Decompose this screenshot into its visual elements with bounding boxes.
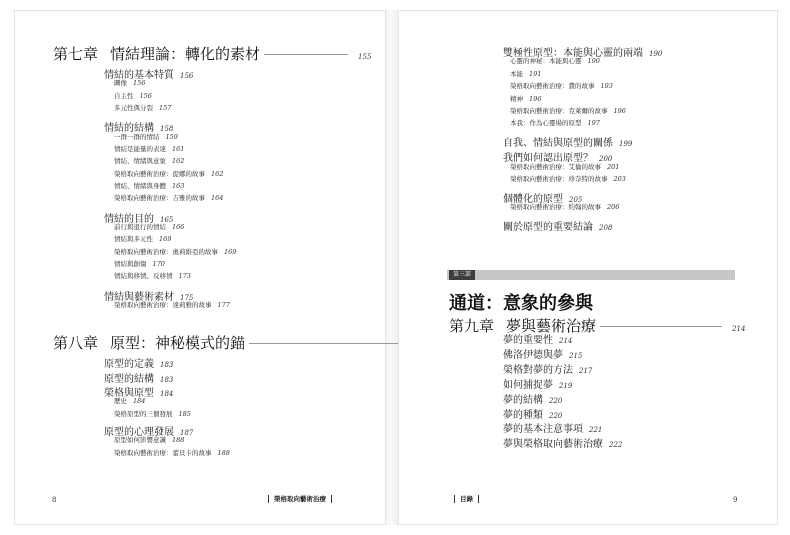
entry-title: 榮格對夢的方法 (503, 364, 573, 376)
entry-title: 自我、情結與原型的關係 (503, 137, 613, 149)
entry-title: 情結的結構 (104, 123, 154, 135)
page-number: 157 (159, 103, 172, 112)
toc-subsection-entry (510, 202, 619, 211)
toc-section-entry (503, 406, 562, 421)
part-title: 通道：意象的參與 (449, 293, 593, 314)
page-number: 191 (529, 69, 542, 78)
chapter-number: 第九章 (449, 317, 495, 335)
entry-title: 情結、情緒與意象 (114, 157, 166, 166)
toc-section-entry (104, 370, 173, 385)
page-number: 166 (172, 223, 185, 231)
page-number: 183 (160, 375, 174, 384)
page-number: 190 (649, 50, 663, 58)
page-number: 159 (165, 132, 178, 141)
toc-subsection-entry (114, 181, 184, 190)
toc-subsection-entry (114, 169, 223, 178)
toc-subsection-entry (114, 103, 171, 112)
entry-title: 榮格取向藝術治療：奧莉維亞的故事 (114, 247, 218, 256)
entry-title: 榮格取向藝術治療：提娜的故事 (114, 169, 205, 178)
toc-subsection-entry (114, 234, 171, 243)
entry-title: 夢的重要性 (503, 335, 553, 346)
divider (478, 495, 479, 503)
entry-title: 關於原型的重要結論 (503, 221, 593, 233)
entry-title: 榮格取向藝術治療：珍奈特的故事 (510, 175, 608, 184)
entry-title: 情結是能量的表達 (114, 145, 166, 153)
page-number: 169 (159, 235, 172, 244)
page-number: 193 (600, 82, 613, 91)
page-number: 162 (211, 169, 224, 178)
entry-title: 情結的基本特質 (104, 70, 174, 81)
entry-title: 榮格取向藝術治療：克萊爾的故事 (510, 107, 608, 115)
toc-subsection-entry (114, 132, 178, 141)
chapter-title: 夢與藝術治療 (506, 317, 597, 335)
entry-title: 圖像 (114, 79, 127, 88)
page-number: 196 (613, 107, 626, 115)
entry-title: 榮格與原型 (104, 388, 154, 399)
folio-right: 9 (733, 496, 738, 504)
page-number: 220 (549, 396, 563, 405)
toc-section-entry (503, 331, 572, 346)
toc-subsection-entry (510, 118, 600, 127)
entry-title: 夢的種類 (503, 409, 543, 421)
entry-title: 情結、情緒與身體 (114, 181, 166, 190)
leader-line (249, 342, 399, 344)
entry-title: 多元性與分裂 (114, 103, 153, 112)
page-number: 184 (160, 390, 174, 398)
toc-subsection-entry (114, 193, 223, 202)
toc-subsection-entry (510, 69, 541, 78)
chapter-title: 情結理論：轉化的素材 (110, 45, 261, 63)
page-number: 222 (609, 441, 623, 450)
entry-title: 原型如何影響意識 (114, 436, 166, 445)
page-number: 214 (732, 325, 746, 333)
toc-subsection-entry (510, 174, 626, 183)
page-number: 155 (358, 53, 372, 61)
entry-title: 榮格取向藝術治療：約翰的故事 (510, 203, 601, 212)
toc-subsection-entry (114, 259, 165, 268)
toc-section-entry (503, 420, 602, 435)
page-number: 164 (211, 194, 224, 203)
page-number: 177 (217, 301, 230, 309)
toc-section-entry (503, 346, 582, 361)
page-number: 158 (160, 125, 174, 134)
entry-title: 原型的結構 (104, 373, 154, 385)
page-number: 175 (180, 293, 194, 302)
entry-title: 情結的目的 (104, 213, 154, 225)
entry-title: 我們如何認出原型？ (503, 153, 593, 165)
toc-subsection-entry (114, 448, 230, 457)
page-number: 163 (172, 181, 185, 190)
entry-title: 心靈的神秘：本能與心靈 (510, 57, 582, 66)
toc-subsection-entry (114, 91, 152, 100)
part-banner (447, 270, 735, 280)
page-number: 215 (569, 351, 583, 360)
leader-line (600, 325, 722, 327)
entry-title: 歷史 (114, 397, 127, 406)
entry-title: 本能 (510, 69, 523, 78)
entry-title: 個體化的原型 (503, 193, 563, 205)
toc-section-entry (503, 134, 632, 149)
page-number: 161 (172, 145, 185, 153)
entry-title: 原型的定義 (104, 359, 154, 370)
divider (331, 495, 332, 503)
page-number: 206 (607, 203, 620, 212)
page-number: 188 (217, 448, 230, 457)
entry-title: 夢的基本注意事項 (503, 424, 583, 436)
toc-subsection-entry (510, 106, 626, 115)
running-head-left (263, 494, 337, 503)
chapter-8-heading (53, 332, 422, 353)
toc-subsection-entry (510, 56, 600, 65)
folio-left: 8 (52, 496, 57, 504)
entry-title: 情結與創傷 (114, 259, 147, 268)
page-number: 201 (607, 162, 620, 171)
toc-subsection-entry (114, 271, 191, 280)
page-number: 185 (178, 409, 191, 418)
left-page (14, 10, 386, 525)
toc-section-entry (503, 435, 622, 450)
entry-title: 原型的心理發展 (104, 427, 174, 439)
page-number: 183 (160, 361, 174, 369)
toc-subsection-entry (114, 156, 184, 165)
page-number: 184 (133, 397, 146, 406)
entry-title: 夢的結構 (503, 394, 543, 406)
divider (268, 495, 269, 503)
toc-section-entry (104, 355, 173, 370)
entry-title: 本我：作為心靈場的原型 (510, 119, 582, 128)
page-number: 217 (579, 366, 593, 375)
toc-subsection-entry (510, 81, 613, 90)
toc-subsection-entry (114, 144, 184, 153)
chapter-title: 原型：神秘模式的錨 (110, 334, 246, 352)
entry-title: 如何捕捉夢 (503, 379, 553, 391)
toc-section-entry (503, 218, 612, 233)
entry-title: 情結與藝術素材 (104, 291, 174, 303)
page-number: 173 (178, 272, 191, 281)
entry-title: 精神 (510, 94, 523, 103)
page-number: 199 (619, 139, 633, 148)
book-gutter (384, 10, 398, 525)
running-head-text: 目錄 (460, 495, 473, 503)
chapter-number: 第七章 (53, 45, 99, 63)
toc-subsection-entry (510, 94, 541, 103)
page-number: 169 (224, 247, 237, 256)
page-number: 221 (589, 426, 603, 435)
entry-title: 榮格取向藝術治療：蕾貝卡的故事 (114, 448, 212, 457)
page-number: 208 (599, 223, 613, 232)
entry-title: 榮格取向藝術治療：達莉雅的故事 (114, 301, 212, 309)
running-head-right (449, 494, 484, 503)
page-number: 205 (569, 195, 583, 204)
entry-title: 佛洛伊德與夢 (503, 349, 563, 361)
entry-title: 自主性 (114, 91, 134, 100)
entry-title: 榮格取向藝術治療：費的故事 (510, 82, 595, 91)
entry-title: 夢與榮格取向藝術治療 (503, 439, 603, 451)
part-label: 第三部 (449, 270, 475, 280)
toc-subsection-entry (114, 300, 230, 309)
page-number: 197 (587, 119, 600, 128)
page-number: 156 (133, 79, 146, 88)
entry-title: 榮格原型的三個發展 (114, 409, 173, 418)
entry-title: 榮格取向藝術治療：艾倫的故事 (510, 162, 601, 171)
page-number: 219 (559, 381, 573, 390)
right-page (398, 10, 778, 525)
page-number: 187 (180, 429, 194, 438)
entry-title: 雙極性原型：本能與心靈的兩端 (503, 48, 643, 59)
toc-subsection-entry (114, 247, 236, 256)
entry-title: 一群一群的情結 (114, 132, 160, 141)
page-number: 196 (529, 94, 542, 103)
toc-subsection-entry (510, 162, 619, 171)
chapter-9-heading (449, 315, 745, 336)
page-number: 188 (172, 436, 185, 445)
toc-subsection-entry (114, 435, 184, 444)
leader-line (264, 53, 348, 55)
toc-subsection-entry (114, 396, 145, 405)
running-head-text: 榮格取向藝術治療 (274, 495, 326, 503)
toc-section-entry (503, 361, 592, 376)
chapter-number: 第八章 (53, 334, 99, 352)
toc-section-entry (503, 391, 562, 406)
page-number: 156 (180, 72, 194, 80)
page-number: 190 (587, 57, 600, 66)
entry-title: 前行與退行的情結 (114, 223, 166, 231)
page-number: 156 (139, 91, 152, 100)
toc-section-entry (503, 376, 572, 391)
toc-subsection-entry (114, 78, 145, 87)
page-number: 203 (613, 175, 626, 184)
chapter-7-heading (53, 43, 371, 64)
page-number: 170 (152, 259, 165, 268)
entry-title: 榮格取向藝術治療：吉雅的故事 (114, 194, 205, 203)
entry-title: 情結與移情、反移情 (114, 272, 173, 281)
page-number: 165 (160, 215, 174, 224)
toc-subsection-entry (114, 409, 191, 418)
page-number: 220 (549, 411, 563, 420)
divider (454, 495, 455, 503)
page-number: 162 (172, 157, 185, 166)
page-number: 200 (599, 155, 613, 164)
toc-subsection-entry (114, 222, 184, 231)
entry-title: 情結與多元性 (114, 235, 153, 244)
page-number: 214 (559, 337, 573, 345)
